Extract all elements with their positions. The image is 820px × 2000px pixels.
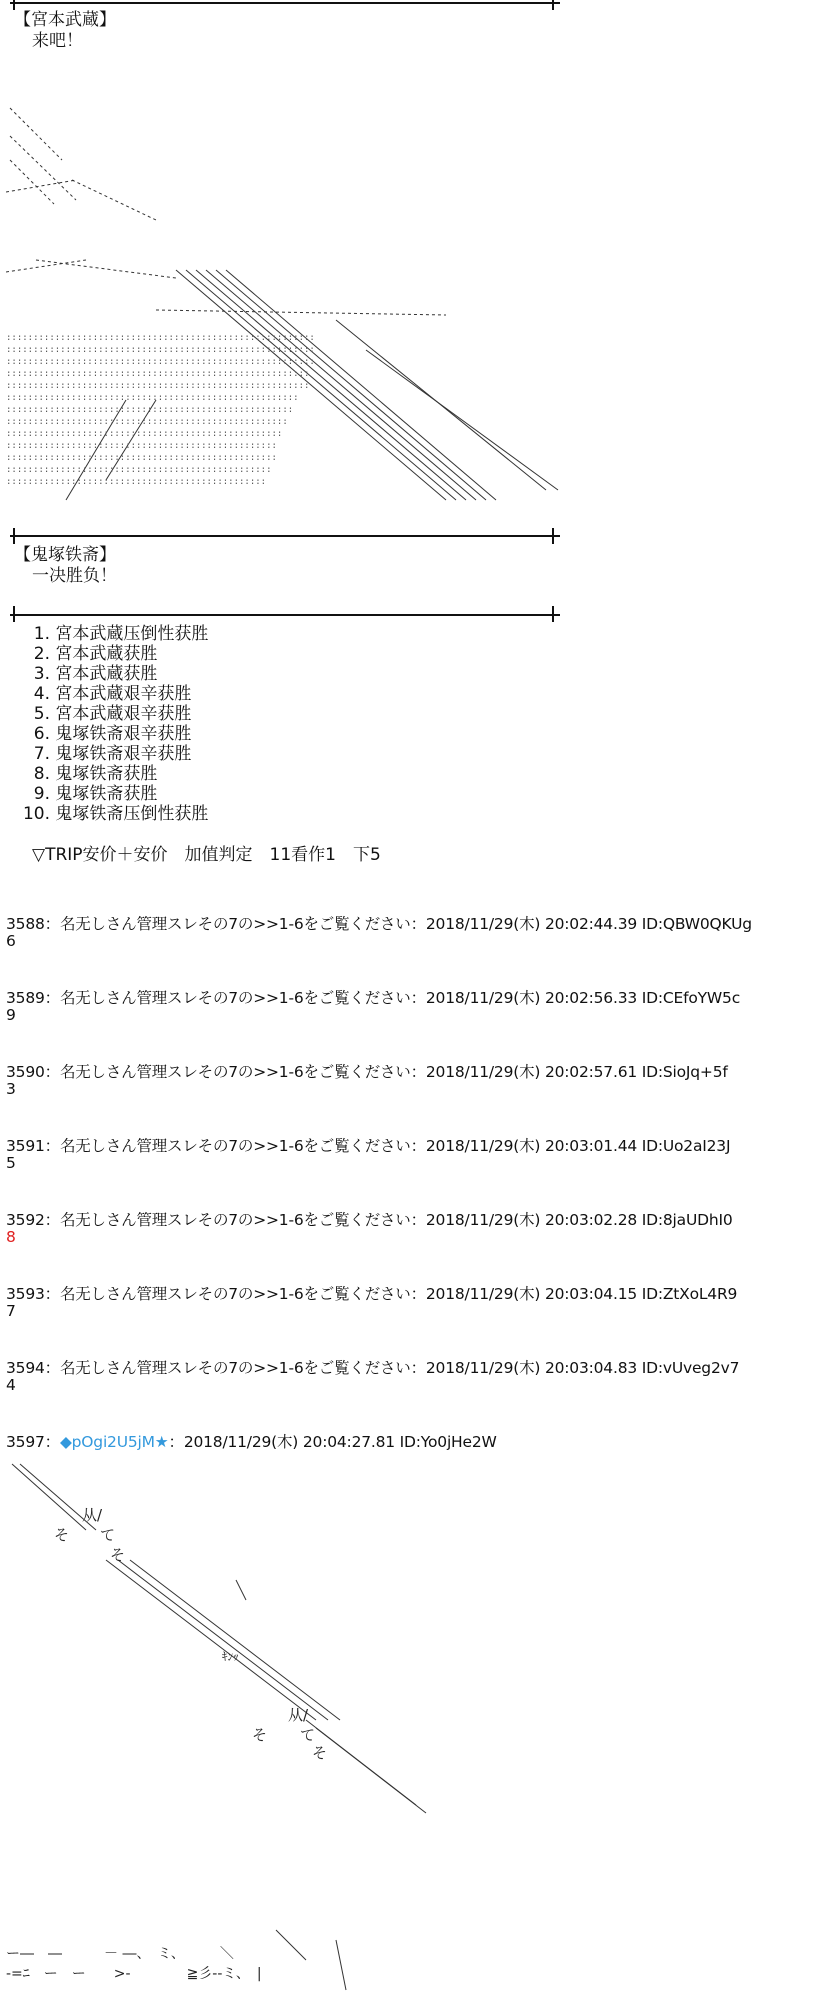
post-header: 3592：名无しさん管理スレその7の>>1-6をご覧ください：2018/11/29(木) 20:03:02.28 ID:8jaUDhI0	[6, 1211, 733, 1229]
post-body: 5	[6, 1154, 16, 1172]
post-header: 3591：名无しさん管理スレその7の>>1-6をご覧ください：2018/11/29(木) 20:03:01.44 ID:Uo2aI23J	[6, 1137, 731, 1155]
svg-text:::::::::::::::::::::::::::::::: ::::::::::::::::::::::::::::::::::::::::::::::::	[6, 477, 267, 487]
list-item: 1. 宮本武蔵压倒性获胜	[33, 624, 209, 644]
aa-bottom-line-2: -=ﾆ ー ー >- ≧彡--ミ、 |	[6, 1966, 262, 1982]
list-item: 7. 鬼塚铁斋艰辛获胜	[33, 744, 192, 764]
svg-text:::::::::::::::::::::::::::::::: :::::::::::::::::::::::::::::::::::::::::::::::::::::::::	[6, 357, 315, 367]
post-header: 3589：名无しさん管理スレその7の>>1-6をご覧ください：2018/11/29(木) 20:02:56.33 ID:CEfoYW5c	[6, 989, 741, 1007]
aa-sfx-so-2-b: そ	[312, 1744, 328, 1762]
divider-tick-right	[552, 0, 554, 10]
speech-line-musashi: 来吧！	[32, 31, 83, 51]
aa-sfx-so: そ	[54, 1526, 70, 1544]
divider-tick-right	[552, 528, 554, 544]
svg-text:::::::::::::::::::::::::::::::: ::::::::::::::::::::::::::::::::::::::::::::::::::::::::	[6, 381, 310, 391]
aa-sfx-impact-2: 从/	[288, 1706, 309, 1724]
post-header: 3590：名无しさん管理スレその7の>>1-6をご覧ください：2018/11/29(木) 20:02:57.61 ID:SioJq+5f	[6, 1063, 728, 1081]
svg-text:::::::::::::::::::::::::::::::: ::::::::::::::::::::::::::::::::::::::::::::::::::	[6, 453, 277, 463]
list-item: 3. 宮本武蔵获胜	[33, 664, 158, 684]
post-body: 4	[6, 1376, 16, 1394]
post-body: 6	[6, 932, 16, 950]
list-item: 10. 鬼塚铁斋压倒性获胜	[22, 804, 209, 824]
speech-line-onizuka: 一决胜负！	[32, 566, 117, 586]
list-item: 4. 宮本武蔵艰辛获胜	[33, 684, 192, 704]
speaker-name-musashi: 【宮本武蔵】	[14, 10, 116, 30]
ascii-art-sword-clash	[6, 100, 562, 530]
post-header: 3588：名无しさん管理スレその7の>>1-6をご覧ください：2018/11/29(木) 20:02:44.39 ID:QBW0QKUg	[6, 915, 752, 933]
divider-tick-right	[552, 606, 554, 622]
post-body: 7	[6, 1302, 16, 1320]
divider-top	[10, 2, 560, 4]
aa-sfx-te: て	[100, 1526, 116, 1544]
svg-text:::::::::::::::::::::::::::::::: :::::::::::::::::::::::::::::::::::::::::::::::::::::::::	[6, 333, 315, 343]
list-item: 2. 宮本武蔵获胜	[33, 644, 158, 664]
aa-sfx-te-b: て	[300, 1726, 316, 1744]
post-header-3597: 3597：◆pOgi2U5jM★：2018/11/29(木) 20:04:27.81 ID:Yo0jHe2W	[6, 1433, 497, 1451]
post-body: 9	[6, 1006, 16, 1024]
divider-tick-left	[13, 528, 15, 544]
divider-lower	[10, 614, 560, 616]
post-header: 3593：名无しさん管理スレその7の>>1-6をご覧ください：2018/11/29(木) 20:03:04.15 ID:ZtXoL4R9	[6, 1285, 738, 1303]
speaker-name-onizuka: 【鬼塚铁斋】	[14, 545, 116, 565]
post-header: 3594：名无しさん管理スレその7の>>1-6をご覧ください：2018/11/29(木) 20:03:04.83 ID:vUveg2v7	[6, 1359, 740, 1377]
svg-text:::::::::::::::::::::::::::::::: ::::::::::::::::::::::::::::::::::::::::::::::::::::::::	[6, 369, 310, 379]
svg-text:::::::::::::::::::::::::::::::: :::::::::::::::::::::::::::::::::::::::::::::::::	[6, 465, 272, 475]
list-item: 5. 宮本武蔵艰辛获胜	[33, 704, 192, 724]
post-body: 3	[6, 1080, 16, 1098]
list-item: 8. 鬼塚铁斋获胜	[33, 764, 158, 784]
divider-tick-left	[13, 0, 15, 10]
trip-instruction-note: ▽TRIP安价＋安价 加值判定 11看作1 下5	[32, 845, 381, 865]
aa-sfx-so-2: そ	[110, 1546, 126, 1564]
divider-middle	[10, 535, 560, 537]
svg-text:::::::::::::::::::::::::::::::: ::::::::::::::::::::::::::::::::::::::::::::::::::	[6, 441, 277, 451]
list-item: 6. 鬼塚铁斋艰辛获胜	[33, 724, 192, 744]
aa-sfx-kin: ｷﾝｯ	[222, 1650, 239, 1663]
ascii-art-slash	[6, 1460, 466, 2000]
aa-sfx-so-b: そ	[252, 1726, 268, 1744]
divider-tick-left	[13, 606, 15, 622]
svg-text:::::::::::::::::::::::::::::::: :::::::::::::::::::::::::::::::::::::::::::::::::::::	[6, 405, 294, 415]
svg-text:::::::::::::::::::::::::::::::: :::::::::::::::::::::::::::::::::::::::::::::::::::::::::	[6, 345, 315, 355]
list-item: 9. 鬼塚铁斋获胜	[33, 784, 158, 804]
svg-text:::::::::::::::::::::::::::::::: ::::::::::::::::::::::::::::::::::::::::::::::::::::	[6, 417, 288, 427]
aa-bottom-line-1: ー― ― － ―、 ミ、 ＼	[6, 1946, 234, 1962]
svg-text:::::::::::::::::::::::::::::::: :::::::::::::::::::::::::::::::::::::::::::::::::::	[6, 429, 283, 439]
post-body-highlighted: 8	[6, 1228, 16, 1246]
trip-code: ◆pOgi2U5jM★	[59, 1433, 169, 1451]
svg-text:::::::::::::::::::::::::::::::: ::::::::::::::::::::::::::::::::::::::::::::::::::::::	[6, 393, 299, 403]
aa-sfx-impact: 从/	[82, 1506, 103, 1524]
